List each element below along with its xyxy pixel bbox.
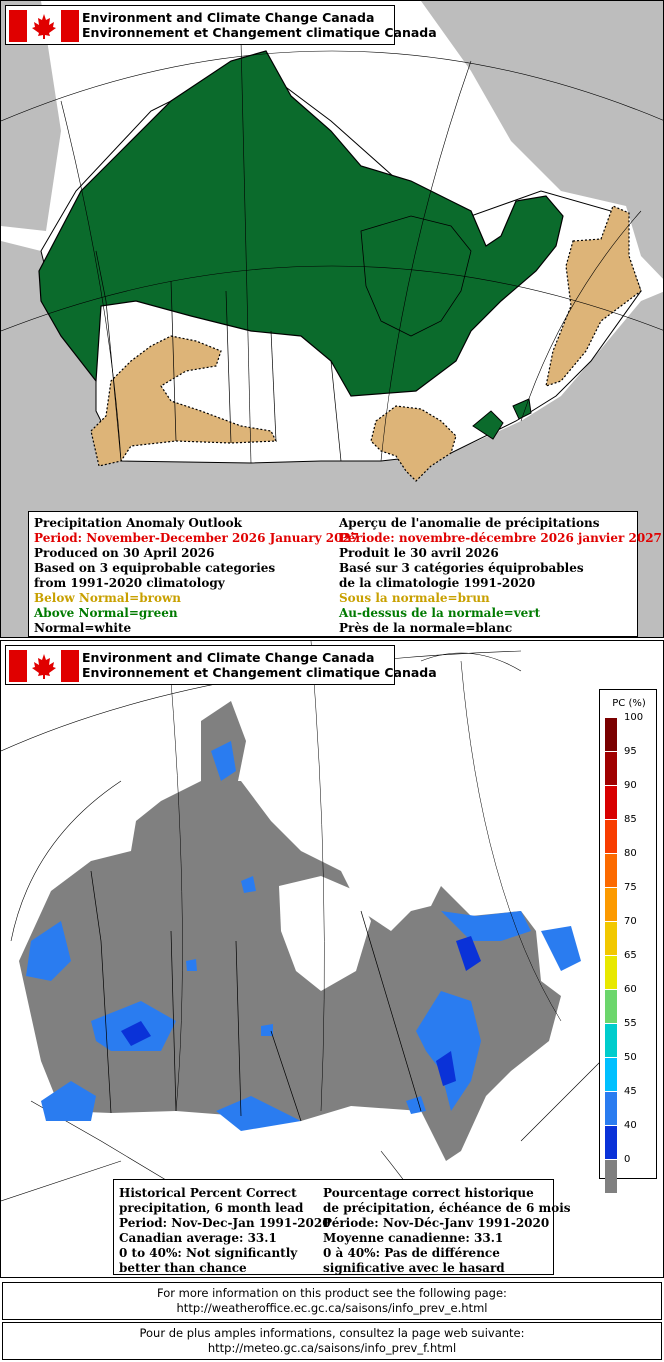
outlook-title-en: Precipitation Anomaly Outlook [34,516,242,530]
skill-line2-fr: de précipitation, échéance de 6 mois [323,1201,571,1215]
outlook-based1-fr: Basé sur 3 catégories équiprobables [339,561,584,575]
scale-swatch-0 [605,1160,617,1193]
scale-label-75: 75 [624,882,637,893]
scale-label-65: 65 [624,950,637,961]
skill-line1-en: Historical Percent Correct [119,1186,297,1200]
outlook-below-fr: Sous la normale=brun [339,591,490,605]
skill-line3-en: Period: Nov-Dec-Jan 1991-2020 [119,1216,331,1230]
outlook-below-en: Below Normal=brown [34,591,181,605]
agency-header [5,5,437,45]
outlook-normal-fr: Près de la normale=blanc [339,621,513,635]
header-en: Environment and Climate Change Canada [82,10,375,25]
outlook-legend-fr [339,516,662,636]
info-link-fr[interactable]: http://meteo.gc.ca/saisons/info_prev_f.html [207,1341,457,1355]
scale-swatch-75 [605,888,617,921]
outlook-legend [28,511,662,637]
scale-swatch-45 [605,1092,617,1125]
scale-label-50: 50 [624,1052,637,1063]
outlook-period-en: Period: November-December 2026 January 2027 [34,531,360,545]
scale-label-60: 60 [624,984,637,995]
scale-swatch-65 [605,956,617,989]
outlook-produced-fr: Produit le 30 avril 2026 [339,546,499,560]
outlook-produced-en: Produced on 30 April 2026 [34,546,215,560]
skill-legend-fr [323,1186,571,1276]
scale-label-95: 95 [624,746,637,757]
canada-flag-icon [9,10,79,42]
scale-swatch-40 [605,1126,617,1159]
info-text-en: For more information on this product see the following page: [157,1286,507,1300]
outlook-legend-en [34,516,359,636]
skill-line4-fr: Moyenne canadienne: 33.1 [323,1231,504,1245]
skill-line6-fr: significative avec le hasard [323,1261,505,1275]
scale-label-85: 85 [624,814,637,825]
canada-flag-icon [9,650,79,682]
scale-label-100: 100 [624,712,644,723]
scale-label-90: 90 [624,780,637,791]
skill-line6-en: better than chance [119,1261,247,1275]
header-fr: Environnement et Changement climatique Canada [82,25,437,40]
scale-swatch-55 [605,1024,617,1057]
outlook-normal-en: Normal=white [34,621,132,635]
skill-line3-fr: Période: Nov-Déc-Janv 1991-2020 [323,1216,550,1230]
precipitation-outlook-map [0,0,664,638]
scale-swatch-80 [605,854,617,887]
skill-line5-en: 0 to 40%: Not significantly [119,1246,298,1260]
outlook-title-fr: Aperçu de l'anomalie de précipitations [339,516,600,530]
skill-line4-en: Canadian average: 33.1 [119,1231,277,1245]
percent-correct-scale [599,689,657,1179]
outlook-above-en: Above Normal=green [34,606,178,620]
scale-swatch-85 [605,820,617,853]
scale-swatch-95 [605,752,617,785]
scale-label-55: 55 [624,1018,637,1029]
scale-label-70: 70 [624,916,637,927]
info-link-en[interactable]: http://weatheroffice.ec.gc.ca/saisons/info_prev_e.html [176,1301,488,1315]
percent-correct-map [0,640,664,1278]
outlook-based1-en: Based on 3 equiprobable categories [34,561,276,575]
scale-swatch-70 [605,922,617,955]
skill-legend [113,1179,571,1275]
scale-label-40: 40 [624,1120,637,1131]
scale-label-0: 0 [624,1154,631,1165]
info-box-en [2,1282,662,1320]
outlook-period-fr: Période: novembre-décembre 2026 janvier 2027 [339,531,662,545]
scale-swatch-100 [605,718,617,751]
info-text-fr: Pour de plus amples informations, consultez la page web suivante: [139,1326,525,1340]
scale-label-80: 80 [624,848,637,859]
info-box-fr [2,1322,662,1360]
outlook-above-fr: Au-dessus de la normale=vert [339,606,541,620]
header-en-2: Environment and Climate Change Canada [82,650,375,665]
scale-swatch-60 [605,990,617,1023]
header-fr-2: Environnement et Changement climatique Canada [82,665,437,680]
outlook-based2-en: from 1991-2020 climatology [34,576,225,590]
agency-header-2 [5,645,437,685]
outlook-based2-fr: de la climatologie 1991-2020 [339,576,536,590]
scale-swatch-90 [605,786,617,819]
skill-line2-en: precipitation, 6 month lead [119,1201,304,1215]
scale-swatch-50 [605,1058,617,1091]
scale-title: PC (%) [612,698,646,709]
skill-line5-fr: 0 à 40%: Pas de différence [323,1246,500,1260]
skill-line1-fr: Pourcentage correct historique [323,1186,534,1200]
skill-region-grey [19,781,561,1161]
skill-legend-en [119,1186,331,1276]
scale-label-45: 45 [624,1086,637,1097]
